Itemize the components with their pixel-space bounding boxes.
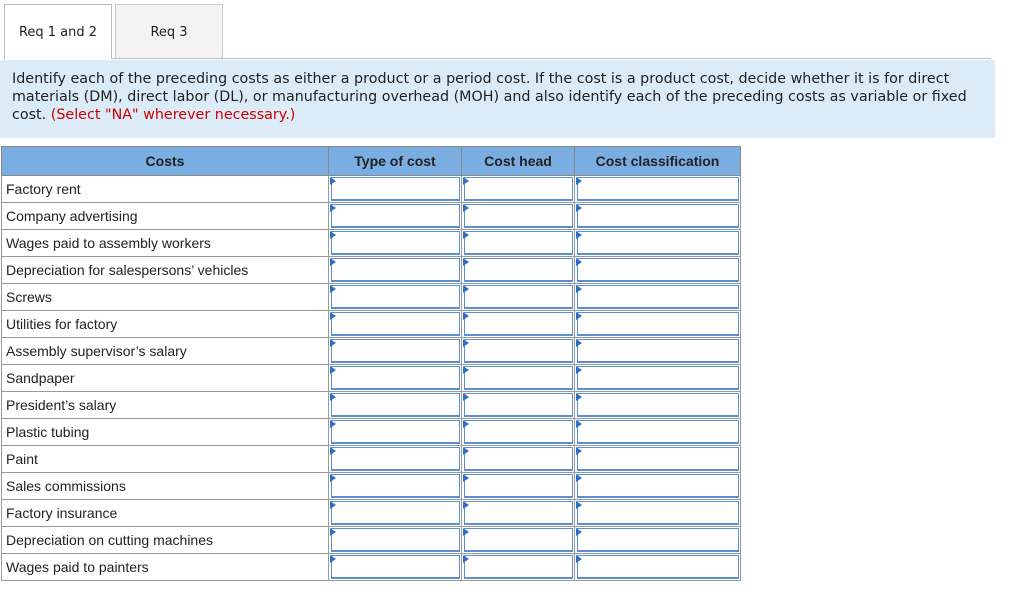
cost-label: Screws — [2, 284, 329, 311]
cost-head-select[interactable] — [462, 554, 575, 581]
cost-head-select[interactable] — [462, 230, 575, 257]
dropdown-field[interactable] — [331, 285, 460, 309]
cost-head-select[interactable] — [462, 392, 575, 419]
dropdown-field[interactable] — [577, 393, 739, 417]
dropdown-field[interactable] — [464, 177, 573, 201]
dropdown-field[interactable] — [464, 204, 573, 228]
cost-head-select[interactable] — [462, 257, 575, 284]
cost-head-select[interactable] — [462, 311, 575, 338]
header-costs: Costs — [2, 147, 329, 176]
dropdown-field[interactable] — [577, 420, 739, 444]
dropdown-field[interactable] — [331, 393, 460, 417]
type-of-cost-select[interactable] — [329, 554, 462, 581]
dropdown-field[interactable] — [577, 501, 739, 525]
cost-label: Plastic tubing — [2, 419, 329, 446]
dropdown-field[interactable] — [331, 339, 460, 363]
cost-label: Sandpaper — [2, 365, 329, 392]
header-cost-head: Cost head — [462, 147, 575, 176]
cost-classification-select[interactable] — [575, 230, 741, 257]
tab-req-3[interactable]: Req 3 — [115, 4, 223, 59]
cost-label: Assembly supervisor’s salary — [2, 338, 329, 365]
cost-classification-select[interactable] — [575, 419, 741, 446]
cost-classification-select[interactable] — [575, 473, 741, 500]
cost-head-select[interactable] — [462, 338, 575, 365]
dropdown-field[interactable] — [464, 312, 573, 336]
table-row — [2, 392, 741, 419]
cost-label: Company advertising — [2, 203, 329, 230]
instructions-note: (Select "NA" wherever necessary.) — [50, 107, 296, 123]
dropdown-field[interactable] — [331, 474, 460, 498]
cost-label: President’s salary — [2, 392, 329, 419]
header-cost-classification: Cost classification — [575, 147, 741, 176]
type-of-cost-select[interactable] — [329, 500, 462, 527]
cost-head-select[interactable] — [462, 446, 575, 473]
table-row — [2, 311, 741, 338]
header-type-of-cost: Type of cost — [329, 147, 462, 176]
cost-classification-select[interactable] — [575, 338, 741, 365]
type-of-cost-select[interactable] — [329, 203, 462, 230]
dropdown-field[interactable] — [577, 366, 739, 390]
table-row — [2, 257, 741, 284]
dropdown-field[interactable] — [331, 204, 460, 228]
cost-classification-select[interactable] — [575, 176, 741, 203]
table-row — [2, 284, 741, 311]
dropdown-field[interactable] — [331, 501, 460, 525]
cost-label: Depreciation on cutting machines — [2, 527, 329, 554]
cost-head-select[interactable] — [462, 419, 575, 446]
dropdown-field[interactable] — [464, 447, 573, 471]
table-row — [2, 446, 741, 473]
type-of-cost-select[interactable] — [329, 230, 462, 257]
table-row — [2, 230, 741, 257]
table-row — [2, 365, 741, 392]
tab-req-1-and-2[interactable]: Req 1 and 2 — [4, 4, 112, 59]
dropdown-field[interactable] — [577, 339, 739, 363]
cost-head-select[interactable] — [462, 527, 575, 554]
cost-label: Factory rent — [2, 176, 329, 203]
cost-head-select[interactable] — [462, 284, 575, 311]
cost-label: Wages paid to assembly workers — [2, 230, 329, 257]
dropdown-field[interactable] — [577, 231, 739, 255]
cost-head-select[interactable] — [462, 473, 575, 500]
type-of-cost-select[interactable] — [329, 284, 462, 311]
dropdown-field[interactable] — [464, 420, 573, 444]
cost-label: Paint — [2, 446, 329, 473]
table-row — [2, 419, 741, 446]
dropdown-field[interactable] — [331, 447, 460, 471]
table-row — [2, 554, 741, 581]
instructions — [0, 60, 995, 138]
dropdown-field[interactable] — [464, 231, 573, 255]
dropdown-field[interactable] — [577, 474, 739, 498]
cost-label: Utilities for factory — [2, 311, 329, 338]
cost-classification-select[interactable] — [575, 392, 741, 419]
type-of-cost-select[interactable] — [329, 365, 462, 392]
cost-head-select[interactable] — [462, 203, 575, 230]
dropdown-field[interactable] — [577, 555, 739, 579]
dropdown-field[interactable] — [464, 528, 573, 552]
cost-classification-select[interactable] — [575, 527, 741, 554]
dropdown-field[interactable] — [577, 258, 739, 282]
dropdown-field[interactable] — [464, 339, 573, 363]
tab-bar — [4, 4, 226, 59]
type-of-cost-select[interactable] — [329, 446, 462, 473]
table-row — [2, 500, 741, 527]
dropdown-field[interactable] — [464, 501, 573, 525]
dropdown-field[interactable] — [331, 528, 460, 552]
dropdown-field[interactable] — [577, 312, 739, 336]
cost-label: Sales commissions — [2, 473, 329, 500]
dropdown-field[interactable] — [331, 555, 460, 579]
type-of-cost-select[interactable] — [329, 419, 462, 446]
dropdown-field[interactable] — [577, 204, 739, 228]
dropdown-field[interactable] — [331, 258, 460, 282]
cost-classification-select[interactable] — [575, 446, 741, 473]
dropdown-field[interactable] — [464, 366, 573, 390]
cost-label: Wages paid to painters — [2, 554, 329, 581]
type-of-cost-select[interactable] — [329, 257, 462, 284]
dropdown-field[interactable] — [577, 528, 739, 552]
dropdown-field[interactable] — [331, 177, 460, 201]
cost-label: Factory insurance — [2, 500, 329, 527]
type-of-cost-select[interactable] — [329, 392, 462, 419]
dropdown-field[interactable] — [464, 393, 573, 417]
dropdown-field[interactable] — [577, 177, 739, 201]
type-of-cost-select[interactable] — [329, 176, 462, 203]
dropdown-field[interactable] — [577, 285, 739, 309]
type-of-cost-select[interactable] — [329, 473, 462, 500]
table-row — [2, 473, 741, 500]
tab-divider — [111, 58, 991, 59]
dropdown-field[interactable] — [464, 474, 573, 498]
cost-head-select[interactable] — [462, 500, 575, 527]
table-row — [2, 203, 741, 230]
instructions-text: Identify each of the preceding costs as either a product or a period cost. If the cost is a product cost, decide whether it is for direct materials (DM), direct labor (DL), or manufacturing overhead (MOH) and also identify each of the preceding costs as variable or fixed cost. — [12, 71, 967, 123]
table-row — [2, 176, 741, 203]
table-row — [2, 527, 741, 554]
dropdown-field[interactable] — [331, 312, 460, 336]
dropdown-field[interactable] — [577, 447, 739, 471]
cost-head-select[interactable] — [462, 365, 575, 392]
cost-classification-select[interactable] — [575, 257, 741, 284]
type-of-cost-select[interactable] — [329, 311, 462, 338]
dropdown-field[interactable] — [331, 231, 460, 255]
cost-head-select[interactable] — [462, 176, 575, 203]
dropdown-field[interactable] — [464, 285, 573, 309]
cost-classification-select[interactable] — [575, 203, 741, 230]
cost-label: Depreciation for salespersons’ vehicles — [2, 257, 329, 284]
type-of-cost-select[interactable] — [329, 527, 462, 554]
cost-table — [1, 146, 741, 581]
type-of-cost-select[interactable] — [329, 338, 462, 365]
cost-classification-select[interactable] — [575, 500, 741, 527]
cost-classification-select[interactable] — [575, 365, 741, 392]
cost-classification-select[interactable] — [575, 311, 741, 338]
cost-classification-select[interactable] — [575, 554, 741, 581]
dropdown-field[interactable] — [464, 555, 573, 579]
cost-classification-select[interactable] — [575, 284, 741, 311]
table-row — [2, 338, 741, 365]
dropdown-field[interactable] — [331, 420, 460, 444]
dropdown-field[interactable] — [464, 258, 573, 282]
dropdown-field[interactable] — [331, 366, 460, 390]
